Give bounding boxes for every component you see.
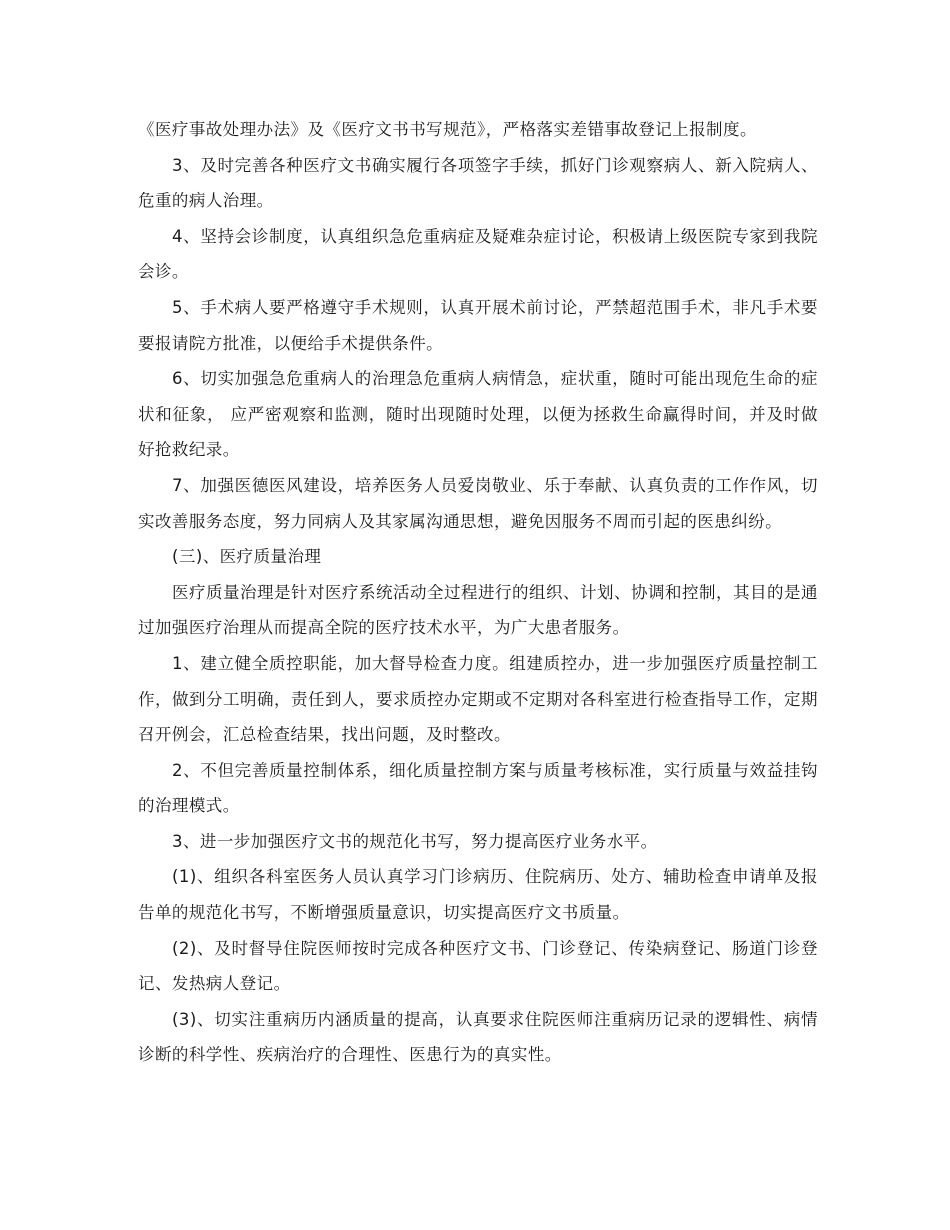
paragraph-item-4: 4、坚持会诊制度，认真组织急危重病症及疑难杂症讨论，积极请上级医院专家到我院会诊。	[138, 226, 818, 282]
sub-item-3: (3)、切实注重病历内涵质量的提高，认真要求住院医师注重病历记录的逻辑性、病情诊断的科学性、疾病治疗的合理性、医患行为的真实性。	[138, 1009, 818, 1065]
paragraph-item-6: 6、切实加强急危重病人的治理急危重病人病情急，症状重，随时可能出现危生命的症状和征象， 应严密观察和监测，随时出现随时处理，以便为拯救生命赢得时间，并及时做好抢救纪录。	[138, 369, 818, 460]
paragraph-continuation: 《医疗事故处理办法》及《医疗文书书写规范》，严格落实差错事故登记上报制度。	[138, 120, 757, 139]
paragraph-item-7: 7、加强医德医风建设，培养医务人员爱岗敬业、乐于奉献、认真负责的工作作风，切实改善服务态度，努力同病人及其家属沟通思想，避免因服务不周而引起的医患纠纷。	[138, 475, 818, 531]
paragraph-item-3: 3、及时完善各种医疗文书确实履行各项签字手续，抓好门诊观察病人、新入院病人、危重的病人治理。	[138, 155, 818, 211]
quality-item-1: 1、建立健全质控职能，加大督导检查力度。组建质控办，进一步加强医疗质量控制工作，做到分工明确，责任到人，要求质控办定期或不定期对各科室进行检查指导工作，定期召开例会，汇总检查结果，找出问题，及时整改。	[138, 653, 818, 745]
quality-item-2: 2、不但完善质量控制体系，细化质量控制方案与质量考核标准，实行质量与效益挂钩的治理模式。	[138, 760, 818, 816]
sub-item-1: (1)、组织各科室医务人员认真学习门诊病历、住院病历、处方、辅助检查申请单及报告单的规范化书写，不断增强质量意识，切实提高医疗文书质量。	[138, 867, 818, 923]
sub-item-2: (2)、及时督导住院医师按时完成各种医疗文书、门诊登记、传染病登记、肠道门诊登记、发热病人登记。	[138, 938, 818, 994]
paragraph-item-5: 5、手术病人要严格遵守手术规则，认真开展术前讨论，严禁超范围手术，非凡手术要要报请院方批准，以便给手术提供条件。	[138, 297, 818, 353]
quality-item-3: 3、进一步加强医疗文书的规范化书写，努力提高医疗业务水平。	[172, 831, 658, 851]
section-heading: (三)、医疗质量治理	[172, 547, 322, 567]
section-intro: 医疗质量治理是针对医疗系统活动全过程进行的组织、计划、协调和控制，其目的是通过加强医疗治理从而提高全院的医疗技术水平，为广大患者服务。	[138, 582, 818, 638]
document-body	[138, 112, 818, 1073]
